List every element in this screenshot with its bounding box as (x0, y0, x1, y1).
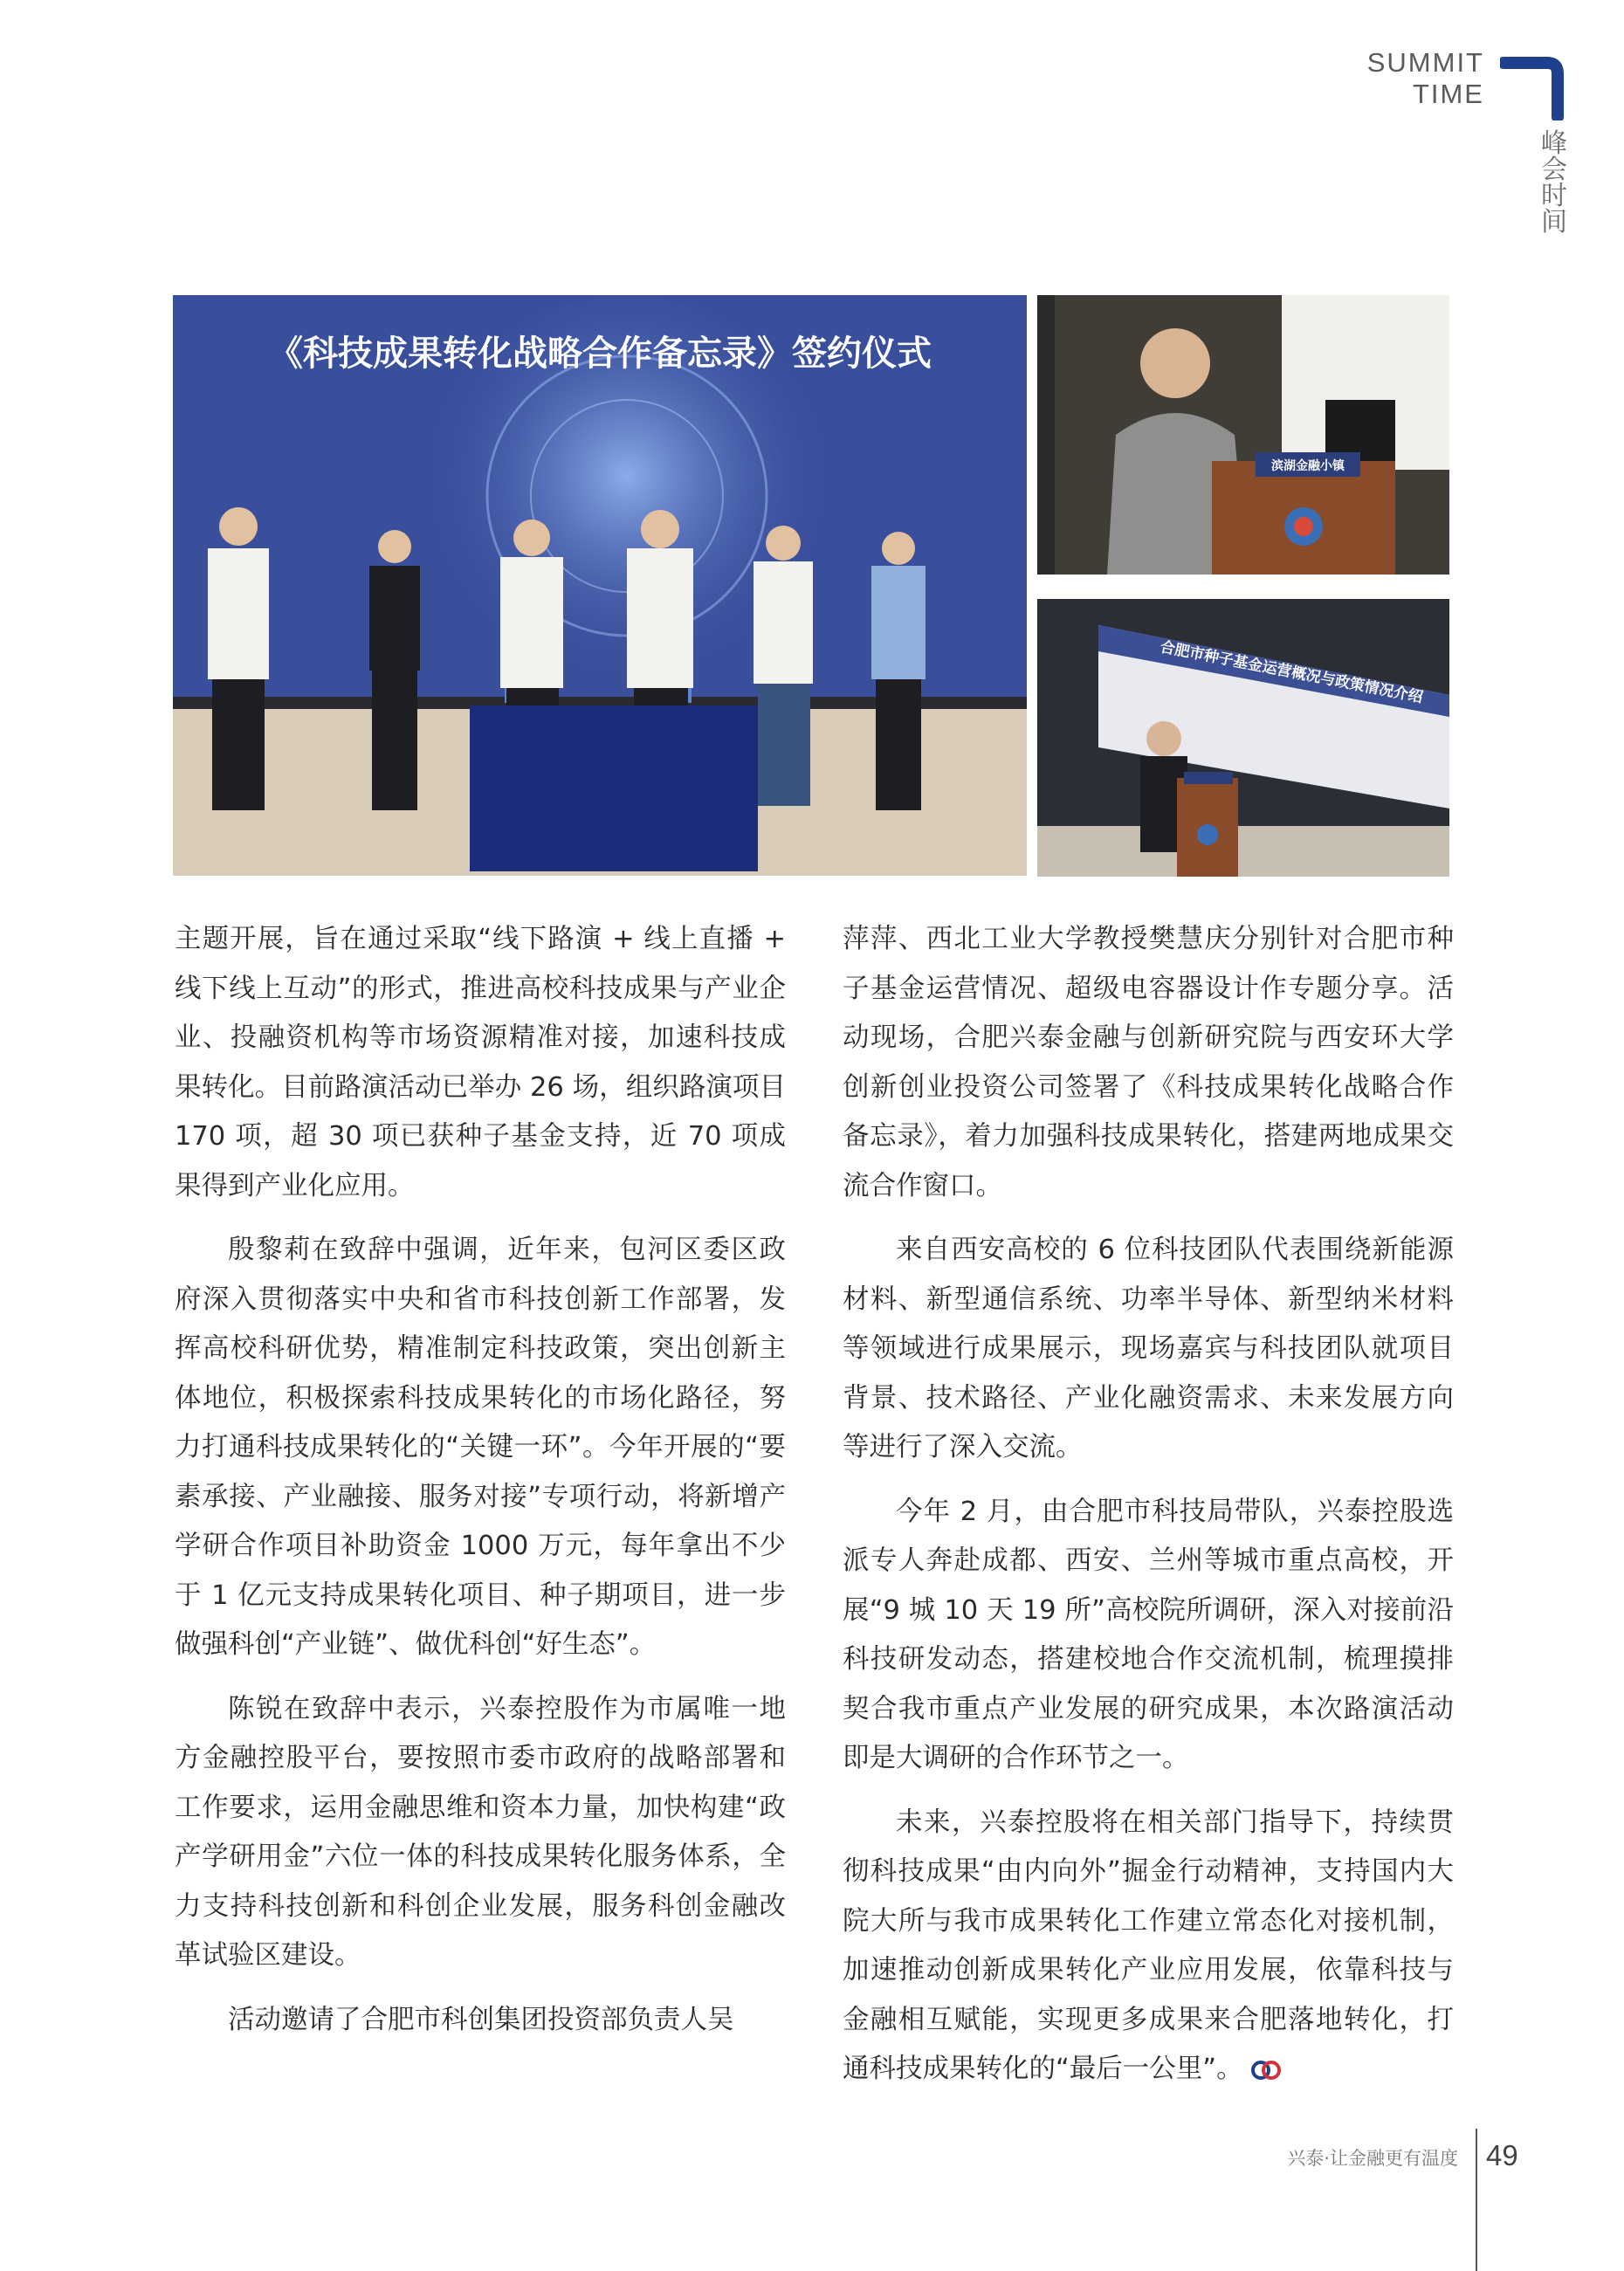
paragraph: 今年 2 月，由合肥市科技局带队，兴泰控股选派专人奔赴成都、西安、兰州等城市重点高校，开展“9 城 10 天 19 所”高校院所调研，深入对接前沿科技研发动态，搭建校地合作交流机制，梳理摸排契合我市重点产业发展的研究成果，本次路演活动即是大调研的合作环节之一。 (843, 1496, 1454, 1773)
footer-divider (1476, 2129, 1477, 2271)
paragraph: 陈锐在致辞中表示，兴泰控股作为市属唯一地方金融控股平台，要按照市委市政府的战略部署和工作要求，运用金融思维和资本力量，加快构建“政产学研用金”六位一体的科技成果转化服务体系，全力支持科技创新和科创企业发展，服务科创金融改革试验区建设。 (175, 1693, 786, 1971)
photo-presenter-screen (1037, 599, 1449, 877)
paragraph-last-text: 未来，兴泰控股将在相关部门指导下，持续贯彻科技成果“由内向外”掘金行动精神，支持国内大院大所与我市成果转化工作建立常态化对接机制，加速推动创新成果转化产业应用发展，依靠科技与金融相互赋能，实现更多成果来合肥落地转化，打通科技成果转化的“最后一公里”。 (843, 1806, 1454, 2084)
page-number: 49 (1486, 2139, 1518, 2171)
banner-text: 《科技成果转化战略合作备忘录》签约仪式 (268, 334, 932, 374)
article-column-right (843, 915, 1454, 2109)
signing-ceremony-illustration (173, 295, 1027, 876)
article-column-left (175, 915, 786, 2060)
end-mark-logo-icon (1249, 2060, 1283, 2081)
podium-sign: 滨湖金融小镇 (1271, 459, 1345, 473)
paragraph: 萍萍、西北工业大学教授樊慧庆分别针对合肥市种子基金运营情况、超级电容器设计作专题分享。活动现场，合肥兴泰金融与创新研究院与西安环大学创新创业投资公司签署了《科技成果转化战略合作备忘录》，着力加强科技成果转化，搭建两地成果交流合作窗口。 (843, 924, 1454, 1201)
screen-text: 合肥市种子基金运营概况与政策情况介绍 (1159, 638, 1425, 707)
speaker-illustration (1037, 295, 1449, 575)
footer-slogan: 兴泰·让金融更有温度 (1287, 2148, 1458, 2169)
photo-signing-ceremony (173, 295, 1027, 876)
paragraph: 殷黎莉在致辞中强调，近年来，包河区委区政府深入贯彻落实中央和省市科技创新工作部署，发挥高校科研优势，精准制定科技政策，突出创新主体地位，积极探索科技成果转化的市场化路径，努力打通科技成果转化的“关键一环”。今年开展的“要素承接、产业融接、服务对接”专项行动，将新增产学研合作项目补助资金 1000 万元，每年拿出不少于 1 亿元支持成果转化项目、种子期项目，进一步做强科创“产业链”、做优科创“好生态”。 (175, 1235, 786, 1660)
section-title-en: SUMMIT TIME (1366, 47, 1484, 109)
presenter-illustration (1037, 599, 1449, 877)
section-title-cn: 峰会时间 (1541, 128, 1567, 237)
corner-bracket-icon (1500, 54, 1566, 120)
paragraph: 主题开展，旨在通过采取“线下路演 + 线上直播 + 线下线上互动”的形式，推进高校科技成果与产业企业、投融资机构等市场资源精准对接，加速科技成果转化。目前路演活动已举办 26 场，组织路演项目 170 项，超 30 项已获种子基金支持，近 70 项成果得到产业化应用。 (175, 924, 786, 1201)
paragraph: 活动邀请了合肥市科创集团投资部负责人吴 (228, 2004, 734, 2035)
paragraph-last (843, 1799, 1454, 2095)
photo-speaker-podium (1037, 295, 1449, 575)
paragraph: 来自西安高校的 6 位科技团队代表围绕新能源材料、新型通信系统、功率半导体、新型纳米材料等领域进行成果展示，现场嘉宾与科技团队就项目背景、技术路径、产业化融资需求、未来发展方向等进行了深入交流。 (843, 1235, 1454, 1462)
